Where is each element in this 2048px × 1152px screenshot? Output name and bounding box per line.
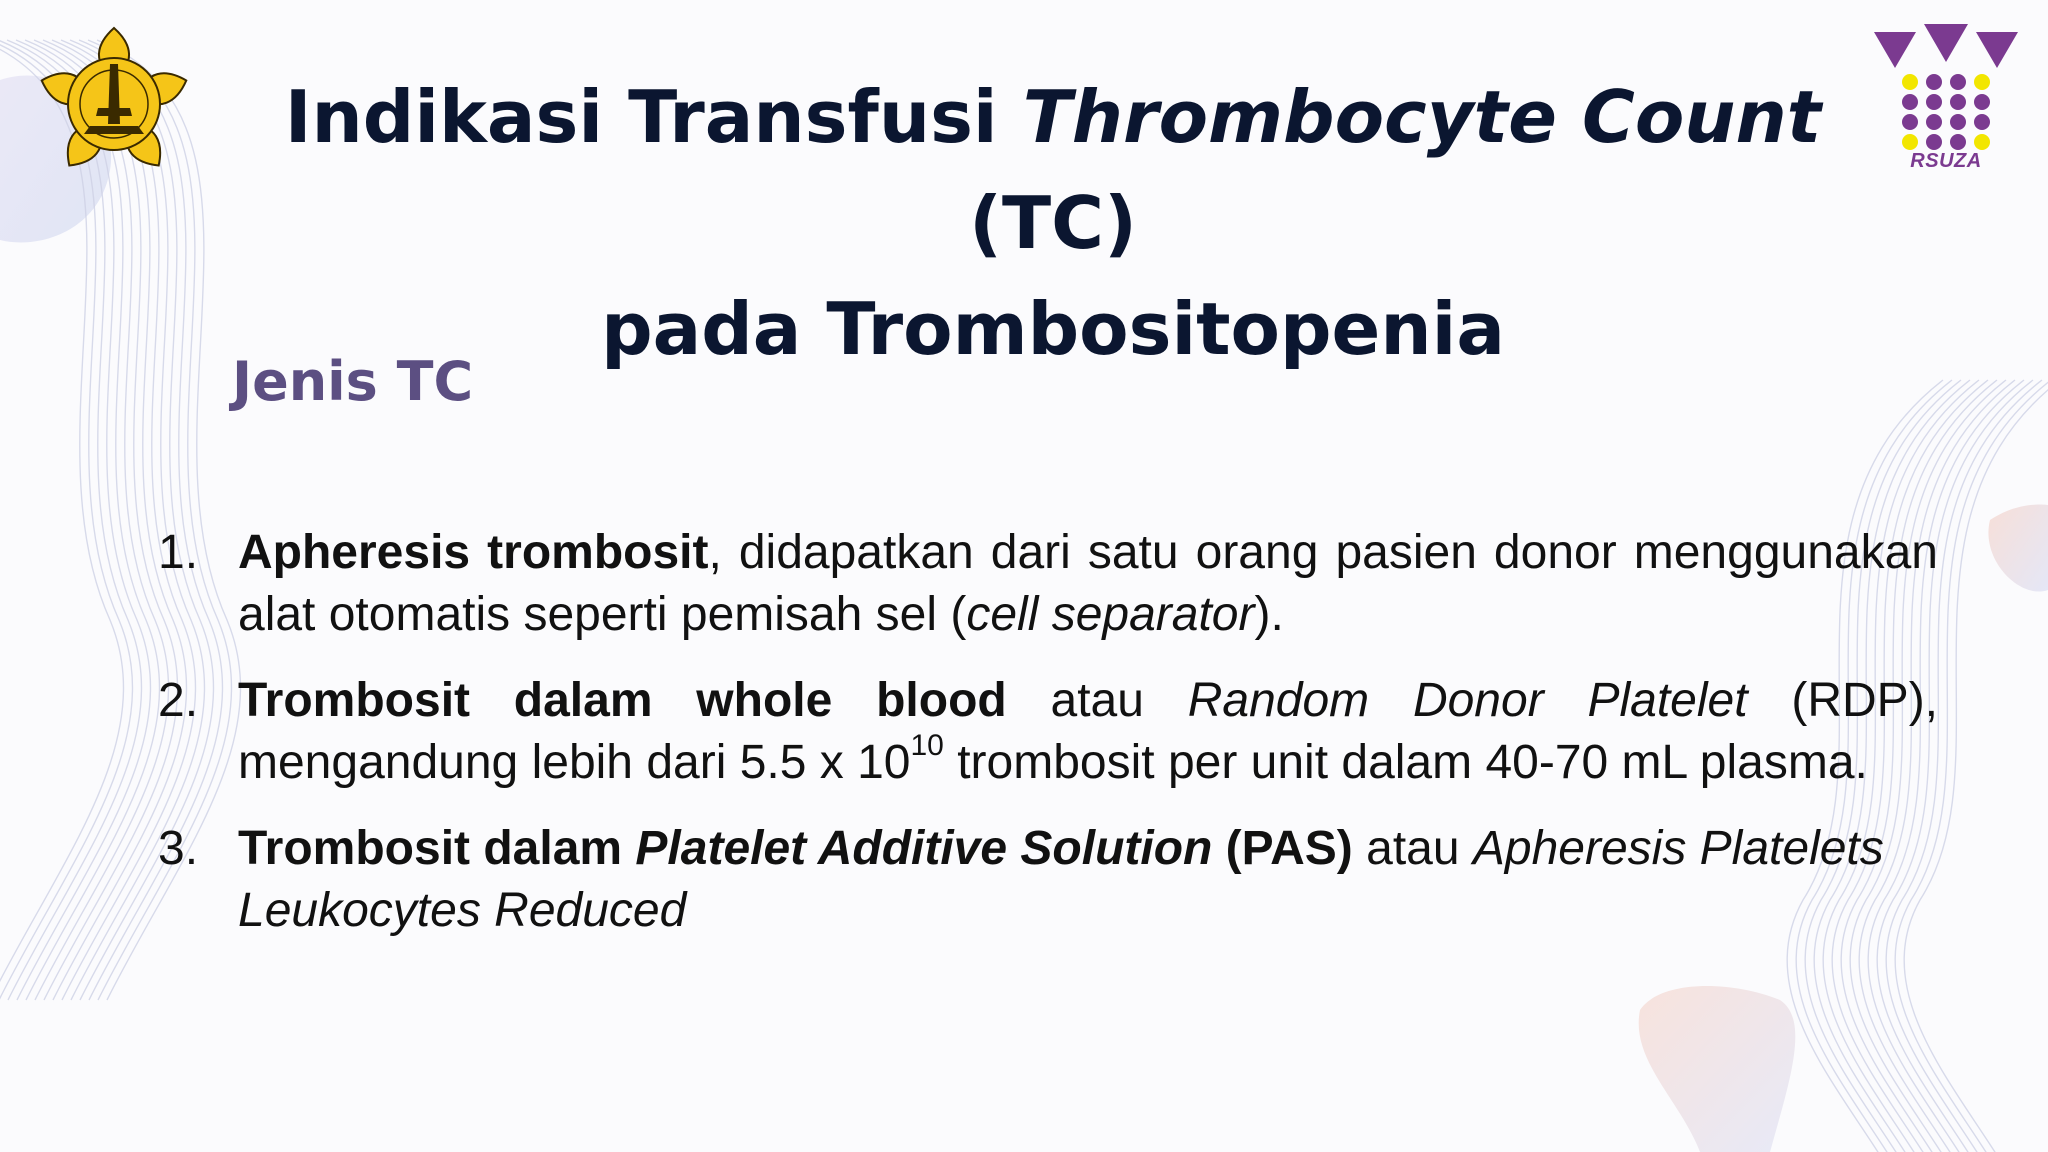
rsuza-logo-caption: RSUZA — [1910, 150, 1982, 172]
item-text: ). — [1254, 588, 1284, 641]
exponent: 10 — [910, 729, 944, 762]
item-italic-text: cell separator — [966, 588, 1255, 641]
tc-types-list — [158, 522, 1938, 966]
right-blob-top — [1988, 504, 2048, 591]
item-text: , didapatkan dari satu orang pasien donor menggunakan alat otomatis seperti pemisah sel ( — [238, 526, 1938, 641]
right-blob-bottom — [1639, 986, 1796, 1152]
item-bold-text: Trombosit dalam — [238, 822, 636, 875]
list-number: 1. — [158, 526, 199, 579]
title-text-suffix: (TC) — [969, 181, 1137, 265]
list-item — [158, 670, 1938, 794]
item-text: atau — [1006, 674, 1188, 727]
item-italic-text: Random Donor Platelet — [1187, 674, 1748, 727]
list-number: 3. — [158, 822, 199, 875]
list-item — [158, 818, 1938, 942]
item-bold-italic-text: Platelet Additive Solution — [635, 822, 1213, 875]
item-text: trombosit per unit dalam 40-70 mL plasma. — [943, 736, 1868, 789]
slide-title — [230, 64, 1876, 382]
item-text: atau — [1352, 822, 1473, 875]
title-line-2: pada Trombositopenia — [601, 287, 1505, 371]
list-number: 2. — [158, 674, 199, 727]
title-italic-text: Thrombocyte Count — [1022, 75, 1822, 159]
item-italic-text: Apheresis Platelets Leukocytes Reduced — [238, 822, 1884, 937]
list-item — [158, 522, 1938, 646]
item-bold-text: Apheresis trombosit — [238, 526, 709, 579]
university-logo — [24, 14, 204, 180]
item-text: (RDP), mengandung lebih dari 5.5 x 10 — [238, 674, 1939, 789]
title-text: Indikasi Transfusi — [284, 75, 1023, 159]
item-bold-text: (PAS) — [1212, 822, 1353, 875]
item-bold-text: Trombosit dalam whole blood — [238, 674, 1007, 727]
section-heading: Jenis TC — [232, 350, 474, 413]
